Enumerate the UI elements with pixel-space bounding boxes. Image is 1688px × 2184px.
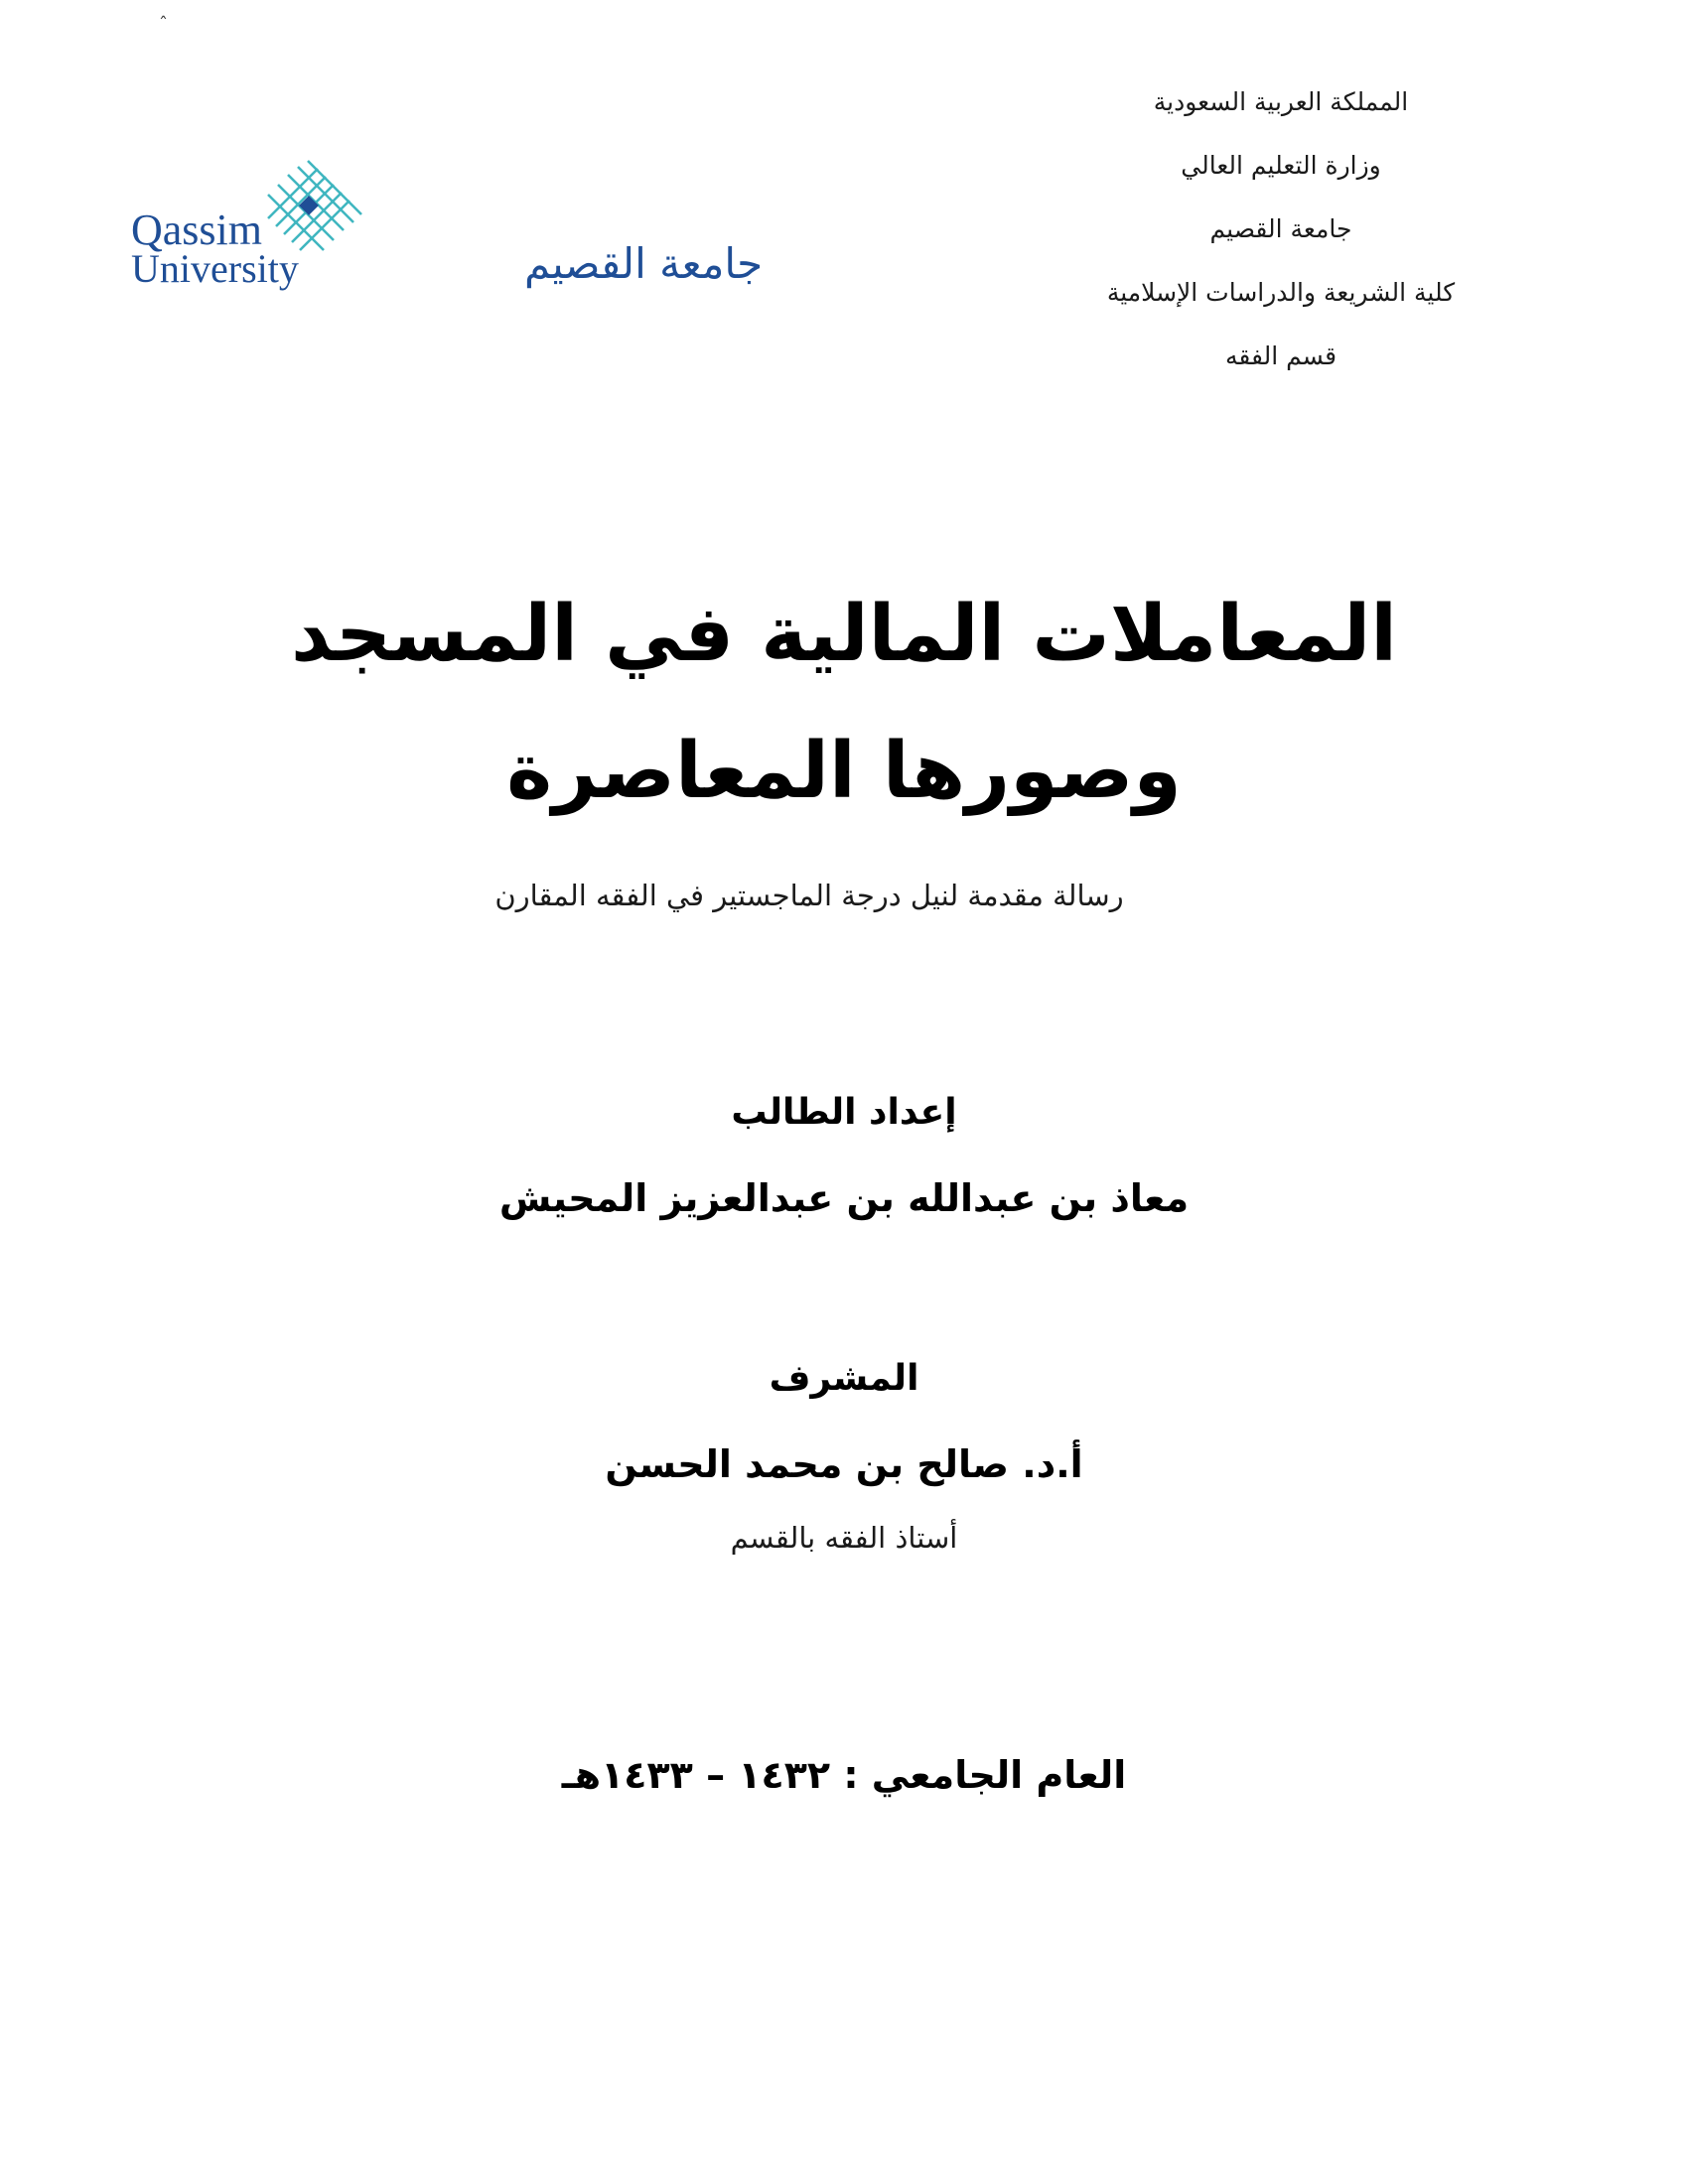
supervisor-role-block xyxy=(199,1521,1489,1555)
logo-arabic-text: جامعة القصيم xyxy=(524,239,764,288)
thesis-subtitle: رسالة مقدمة لنيل درجة الماجستير في الفقه المقارن xyxy=(494,879,1124,912)
supervisor-role: أستاذ الفقه بالقسم xyxy=(730,1521,958,1555)
corner-mark: ˆ xyxy=(159,14,168,35)
header-ministry: وزارة التعليم العالي xyxy=(1181,151,1381,180)
thesis-title-line2: وصورها المعاصرة xyxy=(506,727,1182,816)
logo-english-line2: University xyxy=(131,246,299,291)
header-department: قسم الفقه xyxy=(1224,341,1337,370)
thesis-title-line1: المعاملات المالية في المسجد xyxy=(291,590,1397,679)
student-heading: إعداد الطالب xyxy=(731,1092,957,1133)
header-university: جامعة القصيم xyxy=(1209,214,1352,243)
header-country: المملكة العربية السعودية xyxy=(1153,87,1409,116)
supervisor-name: أ.د. صالح بن محمد الحسن xyxy=(605,1442,1083,1486)
institution-header xyxy=(1053,87,1509,405)
qassim-university-logo xyxy=(119,159,764,298)
academic-year: العام الجامعي : ١٤٣٢ – ١٤٣٣هـ xyxy=(561,1753,1127,1797)
thesis-title xyxy=(199,590,1489,870)
supervisor-heading: المشرف xyxy=(769,1358,919,1399)
supervisor-name-block xyxy=(199,1442,1489,1486)
student-name-block xyxy=(199,1176,1489,1220)
student-name: معاذ بن عبدالله بن عبدالعزيز المحيش xyxy=(498,1176,1190,1220)
logo-english-line1: Qassim xyxy=(131,205,262,254)
header-college: كلية الشريعة والدراسات الإسلامية xyxy=(1106,278,1456,307)
student-block xyxy=(199,1092,1489,1133)
supervisor-block xyxy=(199,1358,1489,1399)
